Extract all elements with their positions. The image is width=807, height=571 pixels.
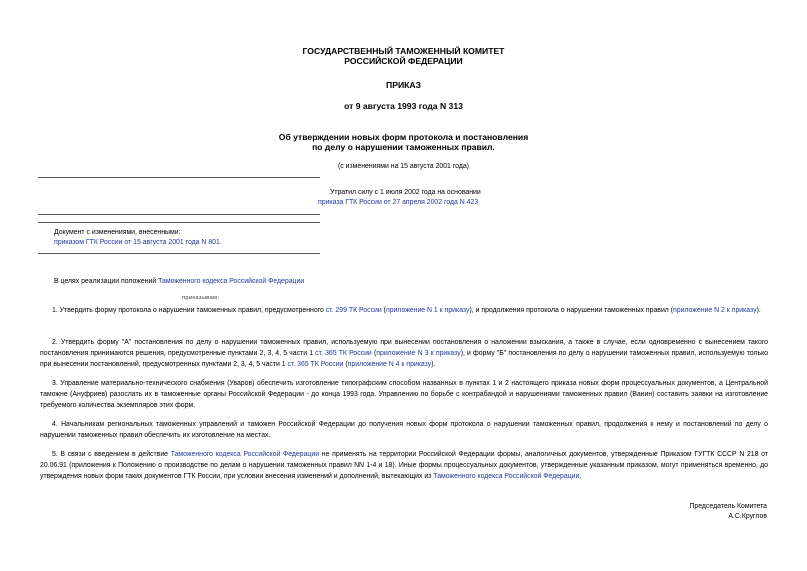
document-date: от 9 августа 1993 года N 313 [344, 101, 463, 111]
item-3 [40, 378, 768, 411]
amendments-label: Документ с изменениями, внесенными: [54, 229, 181, 236]
document-title-line1: Об утверждении новых форм протокола и постановления [278, 132, 529, 142]
article-365-link[interactable]: ст. 365 ТК России [287, 361, 344, 368]
divider [38, 177, 320, 178]
item-5-text: не применять на территории Российской Федерации формы, аналогичных документов, утвержденные Приказом ГУГТК СССР N 218 от 20.06.91 (приложения к Положению о производстве по делам о нарушении таможенных правил NN 1-4 и 18). Иные формы процессуальных документов, утвержденные указанным приказом, могут применяться временно, до утверждения новых форм таких документов ГТК России, при условии внесения изменений и дополнений, вытекающих из [40, 451, 769, 480]
item-4-text: 4. Начальникам региональных таможенных управлений и таможен Российской Федерации до получения новых форм протокола о нарушении таможенных правил, продолжения к нему и постановлений по делу о нарушении таможенных правил обеспечить их изготовление на местах. [40, 421, 768, 439]
item-1-text: ( [381, 307, 386, 314]
amendment-order-link[interactable]: приказом ГТК России от 15 августа 2001 года N 801 [54, 239, 220, 246]
preamble-text: В целях реализации положений [54, 278, 159, 285]
item-1 [40, 305, 768, 316]
customs-code-link[interactable]: Таможенного кодекса Российской Федерации [170, 451, 320, 458]
item-1-text: 1. Утвердить форму протокола о нарушении таможенных правил, предусмотренного [52, 307, 326, 314]
article-299-link[interactable]: ст. 299 ТК России [325, 307, 382, 314]
expired-status-text: Утратил силу с 1 июля 2002 года на основании [330, 189, 481, 196]
item-2-text: ), и форму "Б" постановления по делу о нарушении таможенных правил, используемую только при вынесении постановлений, предусмотренных пунктами 2, 3, 4, 5 части 1 [40, 350, 768, 368]
divider [38, 214, 320, 215]
preamble [54, 277, 304, 287]
item-2-text: ). [431, 361, 436, 368]
item-1-text: ), и продолжения протокола о нарушении таможенных правил ( [469, 307, 674, 314]
signature-position: Председатель Комитета [689, 503, 767, 510]
item-2 [40, 337, 768, 370]
article-365-link[interactable]: ст. 365 ТК России [315, 350, 372, 357]
divider [38, 222, 320, 223]
document-title-line2: по делу о нарушении таможенных правил. [312, 142, 495, 152]
amendment-trail: . [219, 239, 222, 246]
appendix-3-link[interactable]: приложение N 3 к приказу [376, 350, 461, 357]
item-4 [40, 419, 768, 441]
appendix-1-link[interactable]: приложение N 1 к приказу [385, 307, 470, 314]
customs-code-link[interactable]: Таможенного кодекса Российской Федерации [433, 473, 580, 480]
committee-name-line1: ГОСУДАРСТВЕННЫЙ ТАМОЖЕННЫЙ КОМИТЕТ [302, 46, 505, 56]
item-5-text: 5. В связи с введением в действие [52, 451, 171, 458]
customs-code-link[interactable]: Таможенного кодекса Российской Федерации [158, 278, 305, 285]
item-5 [40, 449, 768, 482]
signature-name: А.С.Круглов [728, 513, 767, 520]
item-2-text: ( [343, 361, 348, 368]
item-2-text: 2. Утвердить форму "А" постановления по делу о нарушении таможенных правил, используемую при вынесении постановления о наложении взыскания, а также в случае, если одновременно с вынесением такого постановления принимаются решения, предусмотренные пунктами 2, 3, 4, 5 части 1 [40, 339, 768, 357]
divider [38, 253, 320, 254]
document-type: ПРИКАЗ [386, 80, 421, 90]
item-5-text: . [579, 473, 582, 480]
changes-note: (с изменениями на 15 августа 2001 года) [338, 163, 469, 170]
item-1-text: ). [756, 307, 761, 314]
item-2-text: ( [371, 350, 377, 357]
item-3-text: 3. Управление материально-технического снабжения (Уваров) обеспечить изготовление типографским способом названных в пунктах 1 и 2 настоящего приказа новых форм процессуальных документов, а Центральной таможне (Ануфриев) разослать их в таможенные органы Российской Федерации - до конца 1993 года. Управлению по борьбе с контрабандой и нарушениями таможенных правил (Ванин) составить заявки на изготовление требуемого количества экземпляров этих форм. [40, 380, 768, 409]
order-word: приказываю: [182, 295, 220, 301]
committee-name-line2: РОССИЙСКОЙ ФЕДЕРАЦИИ [344, 56, 463, 66]
amendments-line [54, 238, 222, 248]
expired-order-link[interactable]: приказа ГТК России от 27 апреля 2002 года N 423 [318, 199, 479, 206]
appendix-4-link[interactable]: приложение N 4 к приказу [347, 361, 432, 368]
appendix-2-link[interactable]: приложение N 2 к приказу [673, 307, 757, 314]
